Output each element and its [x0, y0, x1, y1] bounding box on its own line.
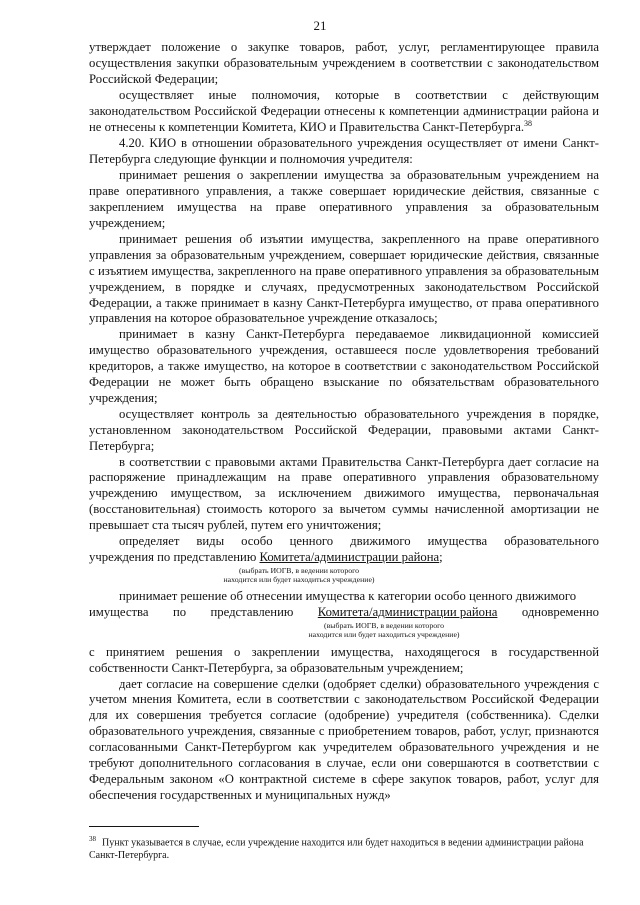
- word: одновременно: [521, 604, 599, 619]
- paragraph-control: осуществляет контроль за деятельностью образовательного учреждения в порядке, установленном законодательством Российской Федерации, правовыми актами Санкт-Петербурга;: [89, 406, 599, 453]
- authority-note-2-line-1: (выбрать ИОГВ, в ведении которого: [323, 620, 445, 630]
- authority-note-1-line-1: (выбрать ИОГВ, в ведении которого: [238, 565, 360, 575]
- paragraph-disposal-consent: в соответствии с правовыми актами Правительства Санкт-Петербурга дает согласие на распоряжение принадлежащим на праве оперативного управления образовательному учреждению имуществом, за исключением движимого имущества, первоначальная (восстановительная) стоимость которого за вычетом суммы начисленной амортизации не превышает ста тысяч рублей, путем его уничтожения;: [89, 454, 599, 533]
- paragraph-other-powers-text: осуществляет иные полномочия, которые в соответствии с действующим законодательством Российской Федерации отнесены к компетенции администрации района и не отнесены к компетенции Комитета, КИО и Правительства Санкт-Петербурга.: [89, 87, 599, 134]
- word: имущества: [427, 534, 488, 549]
- word: ценного: [289, 534, 334, 549]
- authority-choice-underlined: Комитета/администрации района: [259, 550, 440, 564]
- word: образовательного: [504, 534, 599, 549]
- footnote: [89, 833, 599, 862]
- paragraph-valuable-category: [89, 589, 599, 677]
- word: имущества: [89, 604, 149, 619]
- paragraph-transaction-consent: дает согласие на совершение сделки (одобряет сделки) образовательного учреждения с учетом мнения Комитета, если в соответствии с законодательством Российской Федерации для их совершения требуется согласие (одобрение) учредителя (собственника). Сделки образовательного учреждения, связанные с приобретением товаров, работ, услуг, признаются согласованными Санкт-Петербургом как учредителем образовательного учреждения и не требуют дополнительного согласования в случае, если они совершаются в соответствии с Федеральным законом «О контрактной системе в сфере закупок товаров, работ, услуг для обеспечения государственных и муниципальных нужд»: [89, 676, 599, 802]
- authority-note-1: [209, 566, 389, 584]
- section-4-20: 4.20. КИО в отношении образовательного учреждения осуществляет от имени Санкт-Петербурга следующие функции и полномочия учредителя:: [89, 136, 599, 167]
- paragraph-withdraw-property: принимает решения об изъятии имущества, закрепленного на праве оперативного управления за образовательным учреждением, совершает юридические действия, связанные с изъятием имущества, закрепленного на праве оперативного управления за образовательным учреждением, в порядке и случаях, предусмотренных законодательством Российской Федерации, а также принимает в казну Санкт-Петербурга имущество, от права оперативного управления на которое образовательное учреждение отказалось;: [89, 231, 599, 326]
- paragraph-valuable-property: [89, 534, 599, 584]
- footnote-text: Пункт указывается в случае, если учреждение находится или будет находиться в ведении администрации района Санкт-Петербурга.: [89, 837, 584, 862]
- authority-note-1-line-2: находится или будет находиться учреждение): [223, 574, 375, 584]
- footnote-separator: [89, 826, 199, 827]
- word: по: [172, 604, 187, 619]
- footnote-marker: 38: [524, 118, 533, 128]
- footnote-number: 38: [89, 834, 96, 843]
- authority-note-2: [294, 621, 474, 639]
- word: представлению: [210, 604, 294, 619]
- paragraph-other-powers: [89, 88, 599, 137]
- authority-note-2-line-2: находится или будет находиться учреждение): [308, 629, 460, 639]
- word: особо: [241, 534, 273, 549]
- valuable-property-line-1: [89, 534, 599, 550]
- paragraph-assign-property: принимает решения о закреплении имущества за образовательным учреждением на праве оперативного управления, а также совершает юридические действия, связанные с закреплением имущества на праве оперативного управления за образовательным учреждением;: [89, 168, 599, 230]
- paragraph-procurement: утверждает положение о закупке товаров, работ, услуг, регламентирующее правила осуществления закупки образовательным учреждением в соответствии с законодательством Российской Федерации;: [89, 40, 599, 86]
- document-body: [89, 40, 599, 862]
- word: движимого: [350, 534, 411, 549]
- valuable-category-continuation: с принятием решения о закреплении имущества, находящегося в государственной собственности Санкт-Петербурга, за образовательным учреждением;: [89, 644, 599, 675]
- valuable-category-line-1: принимает решение об отнесении имущества к категории особо ценного движимого: [119, 588, 577, 603]
- paragraph-liquidation-property: принимает в казну Санкт-Петербурга передаваемое ликвидационной комиссией имущество образовательного учреждения, оставшееся после удовлетворения требований кредиторов, а также имущество, на которое в соответствии с законодательством Российской Федерации не может быть обращено взыскание по обязательствам образовательного учреждения;: [89, 327, 599, 405]
- authority-choice-underlined: Комитета/администрации района: [317, 604, 498, 619]
- word: определяет: [119, 534, 180, 549]
- valuable-category-line-2: [89, 605, 599, 621]
- valuable-property-line-2: [89, 550, 599, 566]
- valuable-property-prefix: учреждения по представлению: [89, 550, 260, 564]
- word: виды: [196, 534, 225, 549]
- page-number: 21: [313, 18, 327, 33]
- valuable-property-suffix: ;: [439, 550, 443, 564]
